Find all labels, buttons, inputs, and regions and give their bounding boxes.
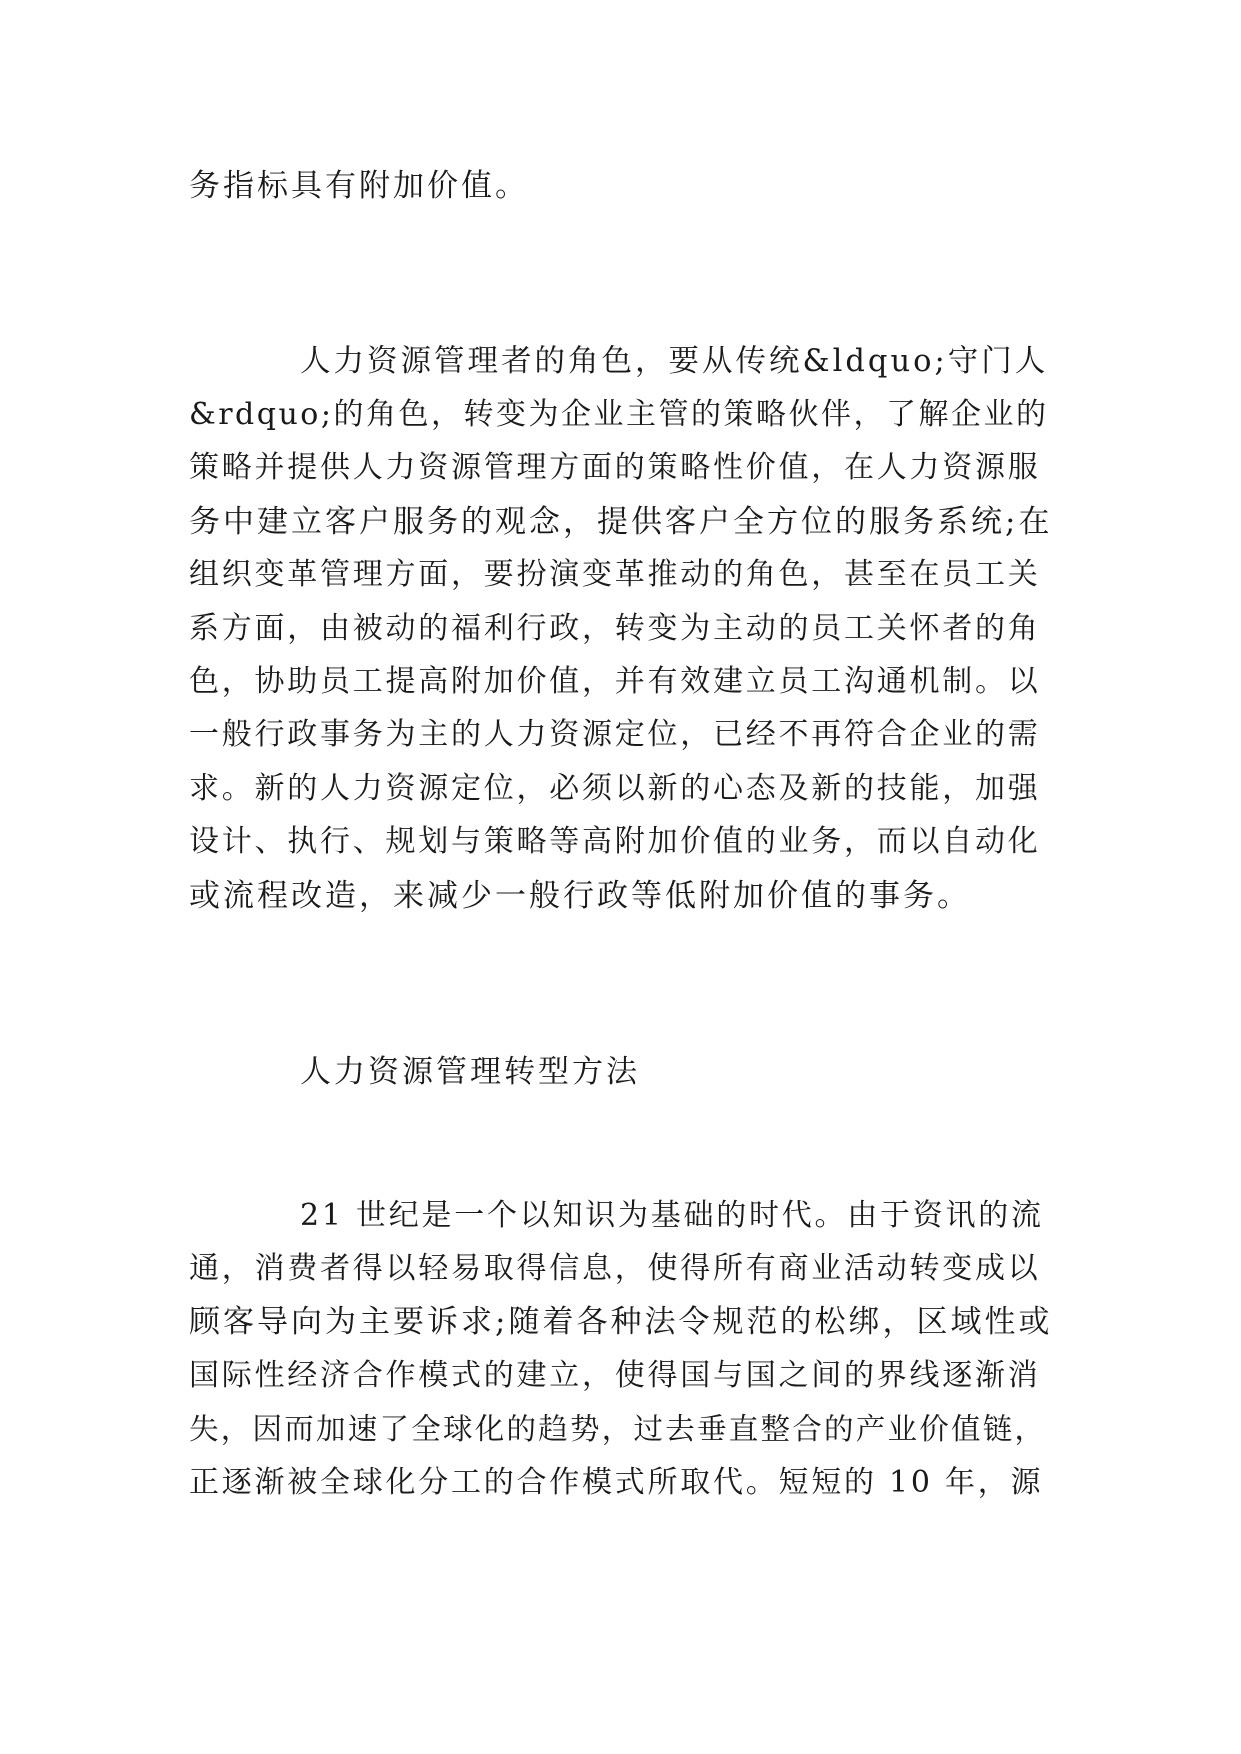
paragraph-line: 一般行政事务为主的人力资源定位，已经不再符合企业的需 xyxy=(189,717,1041,752)
paragraph-line: &rdquo;的角色，转变为企业主管的策略伙伴，了解企业的 xyxy=(189,397,1049,432)
paragraph-line: 失，因而加速了全球化的趋势，过去垂直整合的产业价值链， xyxy=(189,1412,1047,1446)
paragraph-line: 顾客导向为主要诉求;随着各种法令规范的松绑，区域性或 xyxy=(189,1304,1053,1340)
paragraph-line: 21 世纪是一个以知识为基础的时代。由于资讯的流 xyxy=(300,1198,1044,1233)
paragraph-line: 或流程改造，来减少一般行政等低附加价值的事务。 xyxy=(189,878,971,914)
paragraph-line: 组织变革管理方面，要扮演变革推动的角色，甚至在员工关 xyxy=(189,557,1041,592)
paragraph-line: 务中建立客户服务的观念，提供客户全方位的服务系统;在 xyxy=(189,504,1053,540)
paragraph-line: 通，消费者得以轻易取得信息，使得所有商业活动转变成以 xyxy=(189,1251,1041,1286)
section-heading: 人力资源管理转型方法 xyxy=(300,1054,640,1090)
paragraph-line: 设计、执行、规划与策略等高附加价值的业务，而以自动化 xyxy=(189,824,1041,859)
paragraph-line: 务指标具有附加价值。 xyxy=(189,168,529,204)
paragraph-line: 人力资源管理者的角色，要从传统&ldquo;守门人 xyxy=(300,344,1049,379)
paragraph-line: 色，协助员工提高附加价值，并有效建立员工沟通机制。以 xyxy=(189,664,1041,699)
paragraph-line: 求。新的人力资源定位，必须以新的心态及新的技能，加强 xyxy=(189,771,1041,806)
paragraph-line: 策略并提供人力资源管理方面的策略性价值，在人力资源服 xyxy=(189,450,1041,485)
paragraph-line: 正逐渐被全球化分工的合作模式所取代。短短的 10 年，源 xyxy=(189,1465,1044,1500)
paragraph-line: 系方面，由被动的福利行政，转变为主动的员工关怀者的角 xyxy=(189,611,1041,646)
paragraph-line: 国际性经济合作模式的建立，使得国与国之间的界线逐渐消 xyxy=(189,1358,1041,1393)
